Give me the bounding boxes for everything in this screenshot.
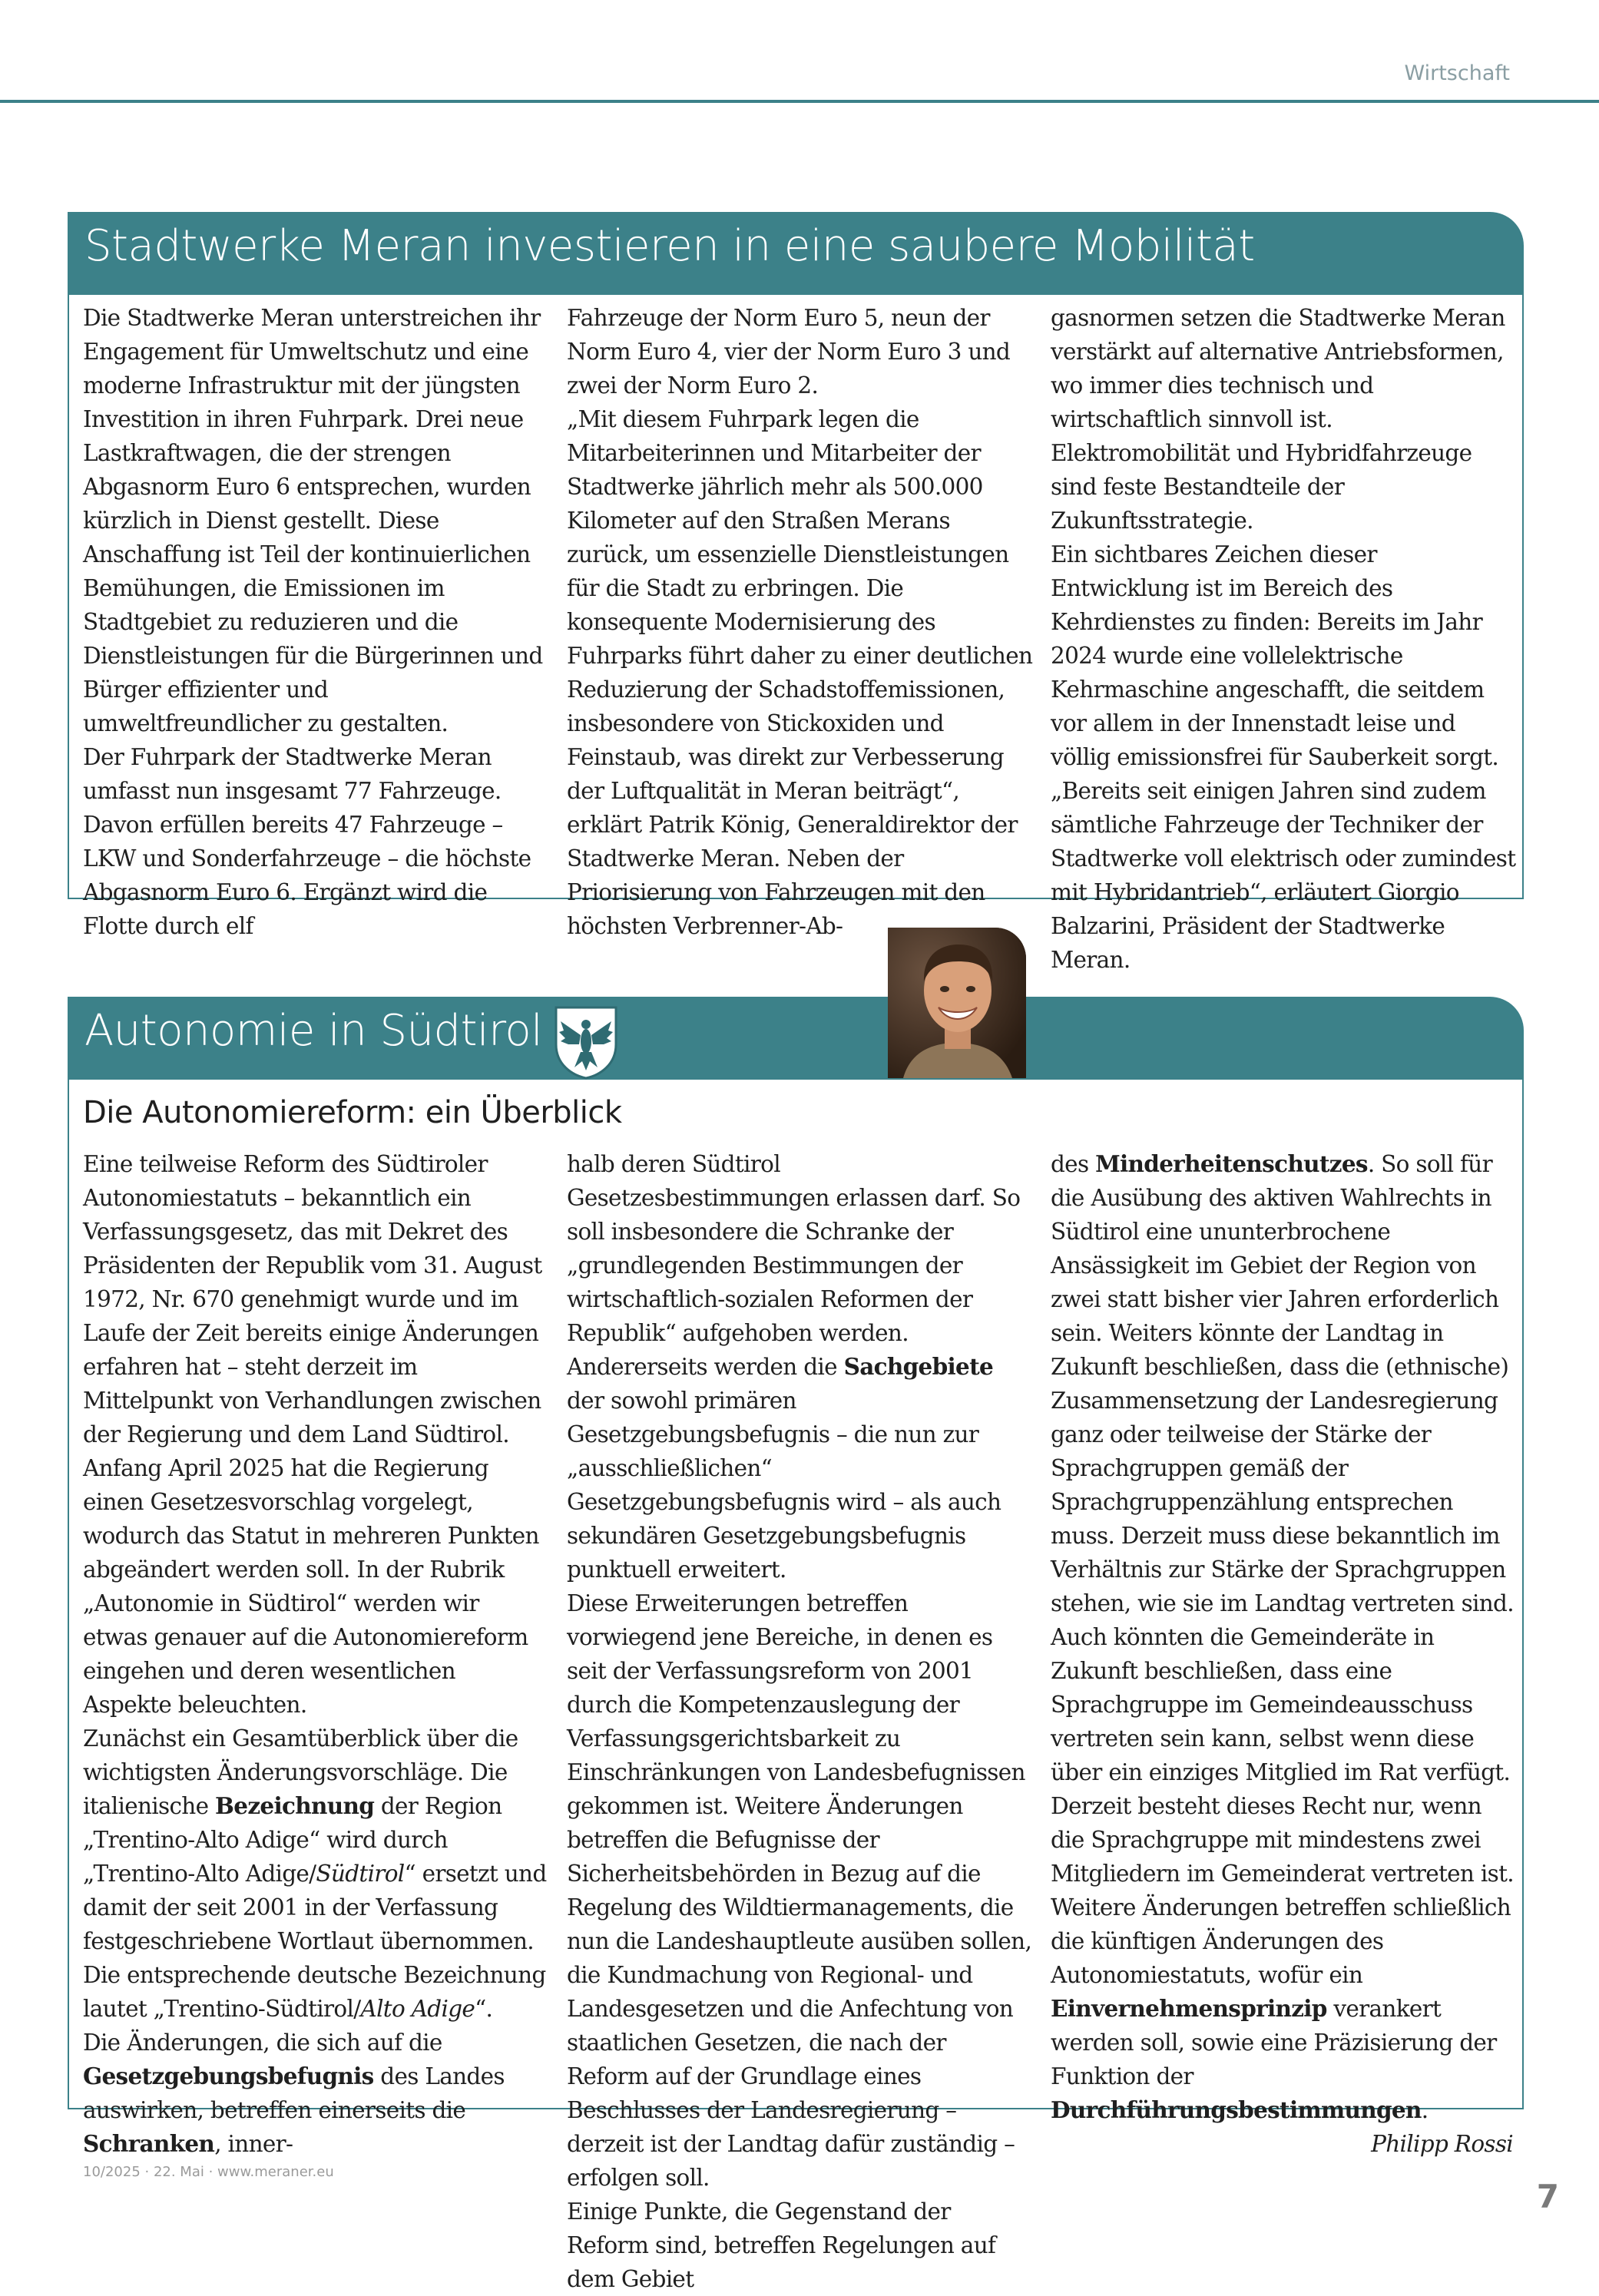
text: halb deren Südtirol Gesetzesbestimmungen erlassen darf. So soll insbesondere die Schranke der „grundlegenden Bestimmungen der wirtschaftlich-sozialen Reformen der Republik“ aufgehoben werden. Andererseits werden die	[567, 1151, 1021, 1380]
text: der Region „Trentino-Alto Adige“ wird durch „Trentino-Alto Adige/	[83, 1793, 502, 1887]
emphasis: Gesetzgebungsbefugnis	[83, 2063, 374, 2089]
text: “.	[475, 1996, 493, 2022]
paragraph: Der Fuhrpark der Stadtwerke Meran umfasst nun insgesamt 77 Fahrzeuge. Davon erfüllen bereits 47 Fahrzeuge – LKW und Sonderfahrzeuge – die höchste Abgasnorm Euro 6. Ergänzt wird die Flotte durch elf	[83, 744, 531, 939]
italic: Alto Adige	[360, 1996, 475, 2022]
article-column-1	[83, 301, 550, 943]
text: Weitere Änderungen betreffen schließlich die künftigen Änderungen des Autonomiestatuts, wofür ein	[1051, 1894, 1511, 1988]
author-name: Philipp Rossi	[1371, 2131, 1513, 2157]
text: . So soll für die Ausübung des aktiven Wahlrechts in Südtirol eine ununterbrochene Ansässigkeit im Gebiet der Region von zwei statt bisher vier Jahren erforderlich sein. Weiters könnte der Landtag in Zukunft beschließen, dass die (ethnische) Zusammensetzung der Landesregierung ganz oder teilweise der Stärke der Sprachgruppen gemäß der Sprachgruppenzählung entsprechen muss. Derzeit muss diese bekanntlich im Verhältnis zur Stärke der Sprachgruppen stehen, wie sie im Landtag vertreten sind. Auch könnten die Gemeinderäte in Zukunft beschließen, dass eine Sprachgruppe im Gemeindeausschuss vertreten sein kann, selbst wenn diese über ein einziges Mitglied im Rat verfügt. Derzeit besteht dieses Recht nur, wenn die Sprachgruppe mit mindestens zwei Mitgliedern im Gemeinderat vertreten ist.	[1051, 1151, 1514, 1887]
article-column-2	[567, 301, 1034, 943]
paragraph	[567, 1147, 1034, 1586]
emphasis: Durchführungsbestimmungen	[1051, 2096, 1422, 2123]
emphasis: Bezeichnung	[215, 1792, 375, 1819]
article-title: Stadtwerke Meran investieren in eine saubere Mobilität	[84, 221, 1255, 271]
emphasis: Schranken	[83, 2130, 215, 2157]
emphasis: Sachgebiete	[843, 1353, 994, 1380]
paragraph: gasnormen setzen die Stadtwerke Meran verstärkt auf alternative Antriebsformen, wo immer dies technisch und wirtschaftlich sinnvoll ist. Elektromobilität und Hybridfahrzeuge sind feste Bestandteile der Zukunftsstrategie.	[1051, 305, 1505, 534]
text: des	[1051, 1151, 1096, 1177]
paragraph: „Bereits seit einigen Jahren sind zudem sämtliche Fahrzeuge der Techniker der Stadtwerke voll elektrisch oder zumindest mit Hybridantrieb“, erläutert Giorgio Balzarini, Präsident der Stadtwerke Meran.	[1051, 778, 1516, 973]
text: “ ersetzt und damit der seit 2001 in der Verfassung festgeschriebene Wortlaut übernommen. Die entsprechende deutsche Bezeichnung lautet „Trentino-Südtirol/	[83, 1861, 547, 2022]
italic: Südtirol	[316, 1861, 405, 1887]
text: der sowohl primären Gesetzgebungsbefugnis – die nun zur „ausschließlichen“ Gesetzgebungsbefugnis wird – als auch sekundären Gesetzgebungsbefugnis punktuell erweitert.	[567, 1388, 1001, 1583]
section-label: Wirtschaft	[1404, 61, 1510, 85]
footer-issue-info: 10/2025 · 22. Mai · www.meraner.eu	[83, 2164, 334, 2180]
paragraph: Die Stadtwerke Meran unterstreichen ihr Engagement für Umweltschutz und eine moderne Infrastruktur mit der jüngsten Investition in ihren Fuhrpark. Drei neue Lastkraftwagen, die der strengen Abgasnorm Euro 6 entsprechen, wurden kürzlich in Dienst gestellt. Diese Anschaffung ist Teil der kontinuierlichen Bemühungen, die Emissionen im Stadtgebiet zu reduzieren und die Dienstleistungen für die Bürgerinnen und Bürger effizienter und umweltfreundlicher zu gestalten.	[83, 305, 543, 736]
paragraph: Ein sichtbares Zeichen dieser Entwicklung ist im Bereich des Kehrdienstes zu finden: Bereits im Jahr 2024 wurde eine vollelektrische Kehrmaschine angeschafft, die seitdem vor allem in der Innenstadt leise und völlig emissionsfrei für Sauberkeit sorgt.	[1051, 541, 1499, 770]
article-stadtwerke	[68, 212, 1524, 973]
emphasis: Minderheitenschutzes	[1095, 1150, 1368, 1177]
article-column-3	[1051, 1147, 1518, 2161]
header-rule	[0, 100, 1599, 103]
paragraph: Diese Erweiterungen betreffen vorwiegend jene Bereiche, in denen es seit der Verfassungsreform von 2001 durch die Kompetenzauslegung der Verfassungsgerichtsbarkeit zu Einschränkungen von Landesbefugnissen gekommen ist. Weitere Änderungen betreffen die Befugnisse der Sicherheitsbehörden in Bezug auf die Regelung des Wildtiermanagements, die nun die Landeshauptleute ausüben sollen, die Kundmachung von Regional- und Landesgesetzen und die Anfechtung von staatlichen Gesetzen, die nach der Reform auf der Grundlage eines Beschlusses der Landesregierung – derzeit ist der Landtag dafür zuständig – erfolgen soll.	[567, 1590, 1032, 2191]
article-banner	[68, 997, 1524, 1080]
text: Zunächst ein Gesamtüberblick über die wichtigsten Änderungsvorschläge. Die italienische	[83, 1725, 518, 1819]
paragraph: Einige Punkte, die Gegenstand der Reform sind, betreffen Regelungen auf dem Gebiet	[567, 2198, 996, 2292]
text: verankert werden soll, sowie eine Präzisierung der Funktion der	[1051, 1996, 1497, 2089]
article-column-1	[83, 1147, 550, 2161]
text: Die Änderungen, die sich auf die	[83, 2030, 442, 2056]
text: , inner-	[214, 2131, 293, 2157]
article-banner	[68, 212, 1524, 295]
author-photo	[888, 928, 1026, 1078]
text: .	[1421, 2097, 1429, 2123]
article-subtitle: Die Autonomiereform: ein Überblick	[83, 1095, 622, 1130]
paragraph	[83, 2026, 550, 2161]
paragraph: Fahrzeuge der Norm Euro 5, neun der Norm Euro 4, vier der Norm Euro 3 und zwei der Norm Euro 2.	[567, 305, 1011, 399]
paragraph: „Mit diesem Fuhrpark legen die Mitarbeiterinnen und Mitarbeiter der Stadtwerke jährlich mehr als 500.000 Kilometer auf den Straßen Merans zurück, um essenzielle Dienstleistungen für die Stadt zu erbringen. Die konsequente Modernisierung des Fuhrparks führt daher zu einer deutlichen Reduzierung der Schadstoffemissionen, insbesondere von Stickoxiden und Feinstaub, was direkt zur Verbesserung der Luftqualität in Meran beiträgt“, erklärt Patrik König, Generaldirektor der Stadtwerke Meran. Neben der Priorisierung von Fahrzeugen mit den höchsten Verbrenner-Ab-	[567, 406, 1033, 939]
paragraph	[1051, 1147, 1518, 1891]
paragraph: Eine teilweise Reform des Südtiroler Autonomiestatuts – bekanntlich ein Verfassungsgesetz, das mit Dekret des Präsidenten der Republik vom 31. August 1972, Nr. 670 genehmigt wurde und im Laufe der Zeit bereits einige Änderungen erfahren hat – steht derzeit im Mittelpunkt von Verhandlungen zwischen der Regierung und dem Land Südtirol. Anfang April 2025 hat die Regierung einen Gesetzesvorschlag vorgelegt, wodurch das Statut in mehreren Punkten abgeändert werden soll. In der Rubrik „Autonomie in Südtirol“ werden wir etwas genauer auf die Autonomiereform eingehen und deren wesentlichen Aspekte beleuchten.	[83, 1151, 542, 1718]
paragraph	[1051, 1891, 1518, 2127]
article-column-3	[1051, 301, 1518, 977]
article-title: Autonomie in Südtirol	[84, 1006, 543, 1056]
page-number: 7	[1536, 2178, 1559, 2215]
emphasis: Einvernehmensprinzip	[1051, 1995, 1327, 2022]
text: des Landes auswirken, betreffen einerseits die	[83, 2063, 505, 2123]
article-column-2	[567, 1147, 1034, 2296]
portrait-image	[888, 928, 1026, 1078]
paragraph	[83, 1722, 550, 2026]
coat-of-arms-icon	[553, 1004, 619, 1080]
